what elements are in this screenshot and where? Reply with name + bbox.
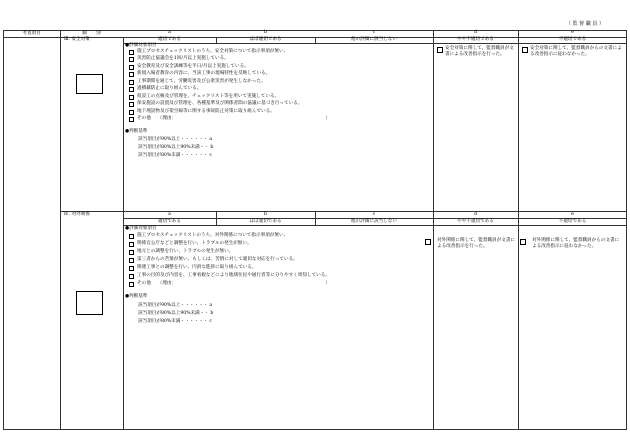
grade-desc-c: 他の評価に該当しない — [351, 37, 397, 42]
judge-criterion: 該当項目が80%以上90%未満・・ b — [138, 145, 214, 150]
grade-divider — [518, 30, 519, 211]
grade-letter-b: b — [264, 30, 267, 35]
grade-desc-b: ほぼ適切である — [249, 37, 282, 42]
judge-criterion: 該当項目が80%未満・・・・・・ c — [138, 153, 212, 158]
eval-item: 安全教育及び安全訓練等を半日/月以上実施している。 — [137, 64, 249, 69]
grade-e-text: 対外関係に関して、監督職員からの文書による改善指示に従わなかった。 — [532, 238, 620, 249]
eval-item: 施工プロセスチェックリストのうち、安全対策について指示事項が無い。 — [137, 49, 289, 54]
judge-criterion: 該当項目が90%以上・・・・・・ a — [138, 303, 213, 308]
grade-d-text: 安全対策に関して、監督職員が文書による改善指示を行った。 — [445, 46, 514, 57]
grade-e-text: 安全対策に関して、監督職員からの文書による改善指示に従わなかった。 — [530, 46, 622, 57]
eval-title: ●評価対象項目 — [125, 43, 157, 48]
other-reason: その他 （理由： ） — [137, 116, 330, 121]
grade-desc-e: 不適切である — [558, 219, 587, 224]
grade-letter-d: d — [474, 30, 477, 35]
item-checkbox[interactable] — [129, 87, 134, 92]
grade-desc-d: やや不適切である — [457, 37, 494, 42]
judge-title: ●判断基準 — [125, 294, 148, 299]
item-checkbox[interactable] — [129, 50, 134, 55]
item-checkbox[interactable] — [129, 110, 134, 115]
item-checkbox[interactable] — [129, 72, 134, 77]
role-tag: （ 監 督 職 員 ） — [566, 21, 604, 27]
column-divider — [123, 37, 124, 430]
section-title: Ⅲ. 安全対策 — [64, 37, 90, 42]
grade-letter-a: a — [168, 30, 171, 35]
grade-desc-c: 他の評価に該当しない — [351, 219, 397, 224]
eval-item: 工事の目的及び内容を、工事看板などにより地域住民や通行者等に分りやすく周知している。 — [137, 273, 330, 278]
other-reason: その他 （理由： ） — [137, 281, 330, 286]
column-divider — [60, 30, 61, 430]
item-checkbox[interactable] — [129, 266, 134, 271]
grade-letter-c: c — [372, 30, 376, 35]
grade-letter-a: a — [168, 212, 171, 217]
column-header-item: 考査項目 — [22, 31, 41, 36]
item-checkbox[interactable] — [129, 250, 134, 255]
item-checkbox[interactable] — [129, 117, 134, 122]
grade-e-checkbox[interactable] — [522, 47, 528, 53]
item-checkbox[interactable] — [129, 258, 134, 263]
grade-letter-d: d — [474, 212, 477, 217]
eval-item: 災害防止協議会を1回/月以上実施している。 — [137, 56, 229, 61]
grade-d-checkbox[interactable] — [425, 239, 431, 245]
item-checkbox[interactable] — [129, 234, 134, 239]
eval-item: 過積載防止に取り組んでいる。 — [137, 86, 202, 91]
grade-desc-e: 不適切である — [558, 37, 587, 42]
grade-row-divider — [123, 43, 627, 44]
grade-letter-c: c — [372, 212, 376, 217]
judge-criterion: 該当項目が80%未満・・・・・・ c — [138, 319, 212, 324]
rating-box[interactable] — [76, 291, 103, 315]
grade-desc-a: 適切である — [158, 37, 181, 42]
grade-row-divider — [123, 225, 627, 226]
eval-item: 新規入場者教育の内容に、当該工事の現場特性を反映している。 — [137, 71, 271, 76]
eval-item: 施工プロセスチェックリストのうち、対外関係について指示事項が無い。 — [137, 233, 289, 238]
judge-title: ●判断基準 — [125, 129, 148, 134]
judge-criterion: 該当項目が80%以上90%未満・・ b — [138, 311, 214, 316]
eval-item: 地元との調整を行い、トラブルの発生が無い。 — [137, 249, 234, 254]
grade-divider — [433, 30, 434, 211]
grade-desc-d: やや不適切である — [457, 219, 494, 224]
grade-divider — [518, 211, 519, 430]
section-title: Ⅳ. 対外関係 — [64, 212, 90, 217]
eval-item: 関連工事との調整を行い、円滑な進捗に取り組んでいる。 — [137, 265, 257, 270]
eval-item: 関係官公庁などと調整を行い、トラブルの発生が無い。 — [137, 241, 252, 246]
item-checkbox[interactable] — [129, 57, 134, 62]
item-checkbox[interactable] — [129, 282, 134, 287]
eval-item: 仮設工の点検及び管理を、チェックリスト等を用いて実施している。 — [137, 94, 280, 99]
eval-title: ●評価対象項目 — [125, 226, 157, 231]
item-checkbox[interactable] — [129, 95, 134, 100]
column-header-detail: 細 別 — [82, 31, 101, 36]
eval-item: 工事期間を通じて、労働災害及び公衆災害が発生しなかった。 — [137, 79, 266, 84]
judge-criterion: 該当項目が90%以上・・・・・・ a — [138, 137, 213, 142]
grade-letter-b: b — [264, 212, 267, 217]
grade-d-checkbox[interactable] — [437, 47, 443, 53]
grade-letter-e: e — [571, 212, 574, 217]
grade-d-text: 対外関係に関して、監督職員が文書による改善指示を行った。 — [437, 238, 516, 249]
item-checkbox[interactable] — [129, 274, 134, 279]
item-checkbox[interactable] — [129, 102, 134, 107]
rating-box[interactable] — [76, 74, 103, 94]
grade-divider — [433, 211, 434, 430]
grade-e-checkbox[interactable] — [520, 239, 526, 245]
item-checkbox[interactable] — [129, 80, 134, 85]
item-checkbox[interactable] — [129, 65, 134, 70]
grade-letter-e: e — [571, 30, 574, 35]
eval-item: 地下埋設物及び架空線等に関する事故防止対策に取り組んでいる。 — [137, 109, 275, 114]
eval-item: 第三者からの苦情が無い。もしくは、苦情に対して適切な対応を行っている。 — [137, 257, 298, 262]
grade-desc-b: ほぼ適切である — [249, 219, 282, 224]
eval-item: 保安施設の設置及び管理を、各種基準及び関係者間の協議に基づき行っている。 — [137, 101, 303, 106]
item-checkbox[interactable] — [129, 242, 134, 247]
grade-desc-a: 適切である — [158, 219, 181, 224]
